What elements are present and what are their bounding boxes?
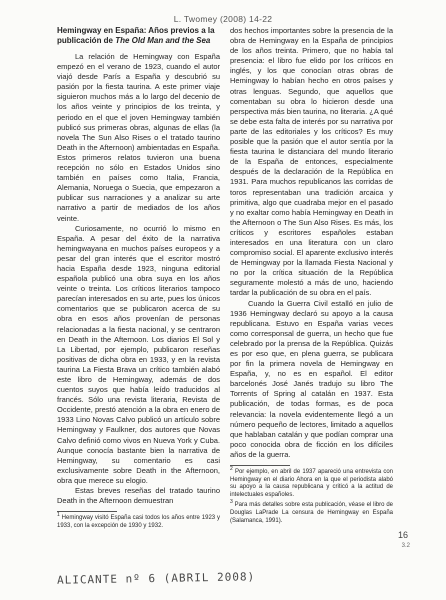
footnote-text: Hemingway visitó España casi todos los años entre 1923 y 1933, con la excepción de 1930 y 1932. [57, 515, 221, 529]
title-text: Hemingway en España: Años previos a la publicación de [57, 26, 215, 45]
footnote-number: 2 [230, 466, 233, 473]
running-head: L. Twomey (2008) 14-22 [173, 14, 273, 24]
left-column [57, 26, 220, 530]
footnote [230, 466, 394, 499]
footnote [230, 499, 394, 525]
paragraph: Curiosamente, no ocurrió lo mismo en España. A pesar del éxito de la narrativa hemingwayana en muchos países europeos y a pesar del gran interés que el escritor mostró hacia España desde 1923, ninguna editorial española publicó una obra suya en los años veinte o treinta. Los críticos literarios tampoco parecían interesados en su arte, pues los únicos comentarios que se publicaron acerca de su obra en esos años provenían de personas relacionadas a la fiesta nacional, y se centraron en Death in the Afternoon. Los diarios El Sol y La Libertad, por ejemplo, publicaron reseñas positivas de dicha obra en 1933, y en la revista taurina La Fiesta Brava un crítico también alabó este libro de Hemingway, además de dos cuentos suyos que había leído traducidos al francés. Sólo una revista literaria, Revista de Occidente, prestó atención a la obra en enero de 1933 Lino Novas Calvo publicó un artículo sobre Hemingway y Faulkner, dos autores que Novas Calvo definió como vivos en Nueva York y Cuba. Aunque conocía bastante bien la narrativa de Hemingway, su comentario es casi exclusivamente sobre Death in the Afternoon, obra que merece su elogio. [57, 223, 220, 485]
page-number: 16 [397, 530, 408, 540]
paragraph: La relación de Hemingway con España empezó en el verano de 1923, cuando el autor viajó desde París a España y descubrió su pasión por la fiesta taurina. A este primer viaje siguieron muchos más a lo largo del decenio de los años veinte y principios de los treinta, y periodo en el que el joven Hemingway también publicó sus primeras obras, algunas de ellas (la novela The Sun Also Rises o el tratado taurino Death in the Afternoon) ambientadas en España. Estos primeros relatos tuvieron una buena recepción no sólo en Estados Unidos sino también en países como Italia, Francia, Alemania, Noruega o Suecia, que empezaron a publicar sus narraciones y a analizar su arte narrativo a partir de mediados de los años veinte. [57, 52, 220, 223]
title-italic-text: The Old Man and the Sea [115, 36, 211, 45]
article-section-title [57, 26, 220, 46]
handwritten-annotation: ALICANTE nº 6 (ABRIL 2008) [56, 570, 256, 587]
paragraph: dos hechos importantes sobre la presencia de la obra de Hemingway en la España de principios de los años treinta. Primero, que no había tal presencia: el libro fue elido por los críticos en inglés, y los que conocían otras obras de Hemingway lo habían hecho en otros países y otras lenguas. Segundo, que aquellos que comentaban su obra lo hicieron desde una perspectiva más bien taurina, no literaria. ¿A qué se debe esta falta de interés por su narrativa por parte de las editoriales y los críticos? Es muy posible que la pasión que el autor sentía por la fiesta taurina le distanciara del mundo literario de la España de entonces, especialmente después de la declaración de la República en 1931. Para muchos republicanos las corridas de toros representaban una tradición arcaica y primitiva, algo que cuadraba mejor en el pasado y no exaltar como había Hemingway en Death in the Afternoon o The Sun Also Rises. Es más, los críticos y escritores españoles estaban interesados en una literatura con un claro compromiso social. El aparente exclusivo interés de Hemingway por la llamada Fiesta Nacional y no por la crítica situación de la República seguramente molestó a más de uno, haciendo tardar la publicación de su obra en el país. [230, 26, 394, 298]
footnote [57, 512, 221, 530]
paragraph: Cuando la Guerra Civil estalló en julio de 1936 Hemingway declaró su apoyo a la causa republicana. Estuvo en España varias veces como corresponsal de guerra, un hecho que fue celebrado por la prensa de la República. Quizás es por eso que, en plena guerra, se publicara por fin la primera novela de Hemingway en España, y, no es en español. El editor barcelonés José Janés tradujo su libro The Torrents of Spring al catalán en 1937. Esta publicación, de todas formas, es de poca relevancia: la novela evidentemente llegó a un número pequeño de lectores, limitado a aquellos que hablaban catalán y que podían comprar una poco conocida obra de ficción en los difíciles años de la guerra. [230, 298, 393, 459]
footnote-text: Para más detalles sobre esta publicación, véase el libro de Douglas LaPrade La censura de Hemingway en España (Salamanca, 1991). [230, 502, 394, 524]
footnote-divider [57, 511, 117, 512]
footnote-number: 3 [230, 499, 233, 506]
page-subnumber: 3.2 [401, 543, 410, 549]
footnote-divider [230, 465, 290, 466]
paragraph: Estas breves reseñas del tratado taurino Death in the Afternoon demuestran [57, 486, 220, 506]
footnote-text: Por ejemplo, en abril de 1937 apareció una entrevista con Hemingway en el diario Ahora en la que el periodista alabó su apoyo a la causa republicana y criticó a la actitud de intelectuales españoles. [230, 469, 394, 498]
footnote-number: 1 [57, 512, 60, 519]
right-column [230, 26, 393, 525]
